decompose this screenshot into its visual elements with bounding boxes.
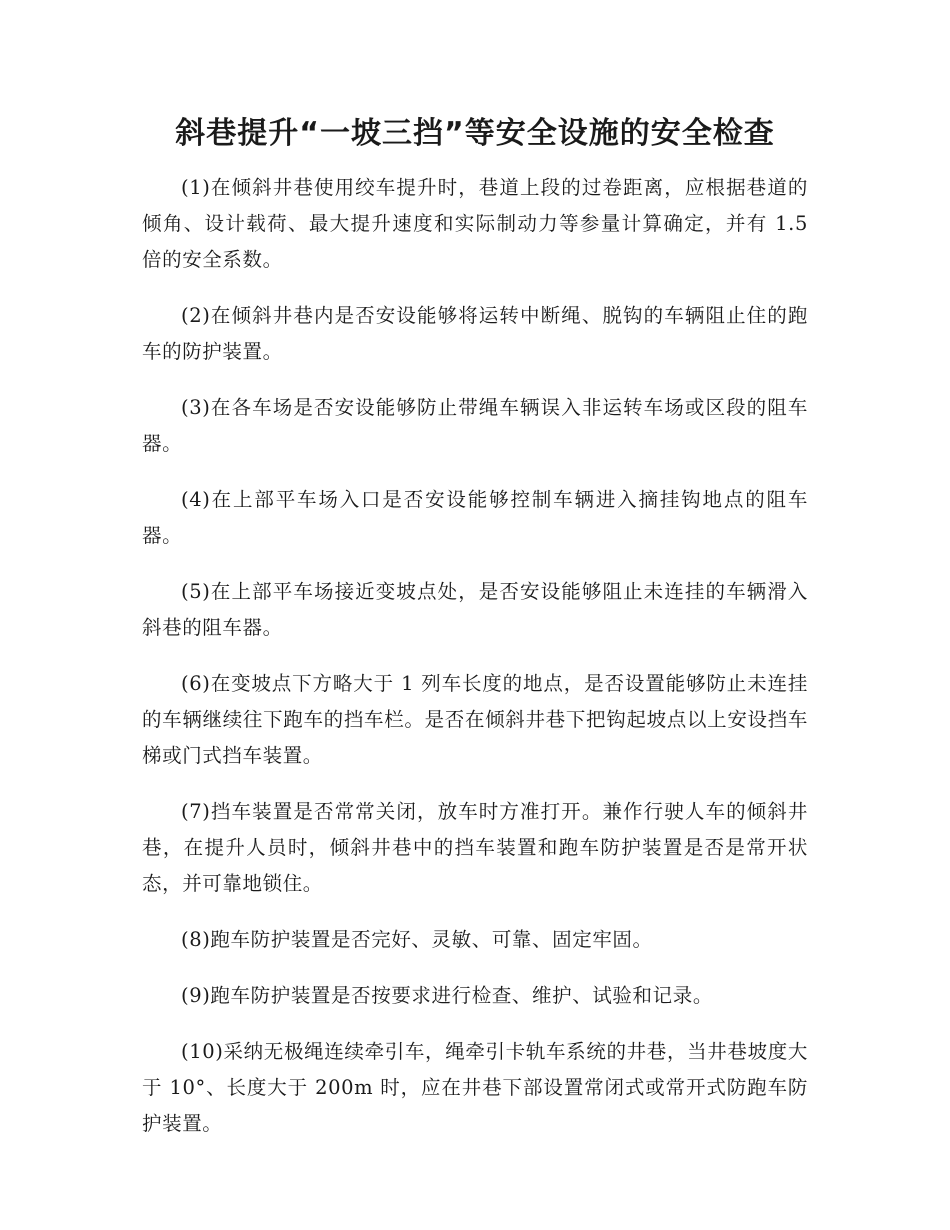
paragraph-10: (10)采纳无极绳连续牵引车，绳牵引卡轨车系统的井巷，当井巷坡度大于 10°、长度大于 200m 时，应在井巷下部设置常闭式或常开式防跑车防护装置。 bbox=[142, 1040, 808, 1135]
paragraph-7: (7)挡车装置是否常常关闭，放车时方准打开。兼作行驶人车的倾斜井巷，在提升人员时，倾斜井巷中的挡车装置和跑车防护装置是否是常开状态，并可靠地锁住。 bbox=[142, 800, 808, 895]
paragraph-4: (4)在上部平车场入口是否安设能够控制车辆进入摘挂钩地点的阻车器。 bbox=[142, 488, 808, 547]
paragraph-6: (6)在变坡点下方略大于 1 列车长度的地点，是否设置能够防止未连挂的车辆继续往下跑车的挡车栏。是否在倾斜井巷下把钩起坡点以上安设挡车梯或门式挡车装置。 bbox=[142, 672, 808, 767]
paragraph-2: (2)在倾斜井巷内是否安设能够将运转中断绳、脱钩的车辆阻止住的跑车的防护装置。 bbox=[142, 304, 808, 363]
document-title: 斜巷提升“一坡三挡”等安全设施的安全检查 bbox=[175, 116, 775, 151]
paragraph-5: (5)在上部平车场接近变坡点处，是否安设能够阻止未连挂的车辆滑入斜巷的阻车器。 bbox=[142, 580, 808, 639]
document-page bbox=[142, 112, 808, 1162]
paragraph-3: (3)在各车场是否安设能够防止带绳车辆误入非运转车场或区段的阻车器。 bbox=[142, 396, 808, 455]
paragraph-9: (9)跑车防护装置是否按要求进行检查、维护、试验和记录。 bbox=[181, 984, 713, 1007]
paragraph-8: (8)跑车防护装置是否完好、灵敏、可靠、固定牢固。 bbox=[181, 928, 653, 951]
paragraph-1: (1)在倾斜井巷使用绞车提升时，巷道上段的过卷距离，应根据巷道的倾角、设计载荷、最大提升速度和实际制动力等参量计算确定，并有 1.5 倍的安全系数。 bbox=[142, 176, 808, 271]
